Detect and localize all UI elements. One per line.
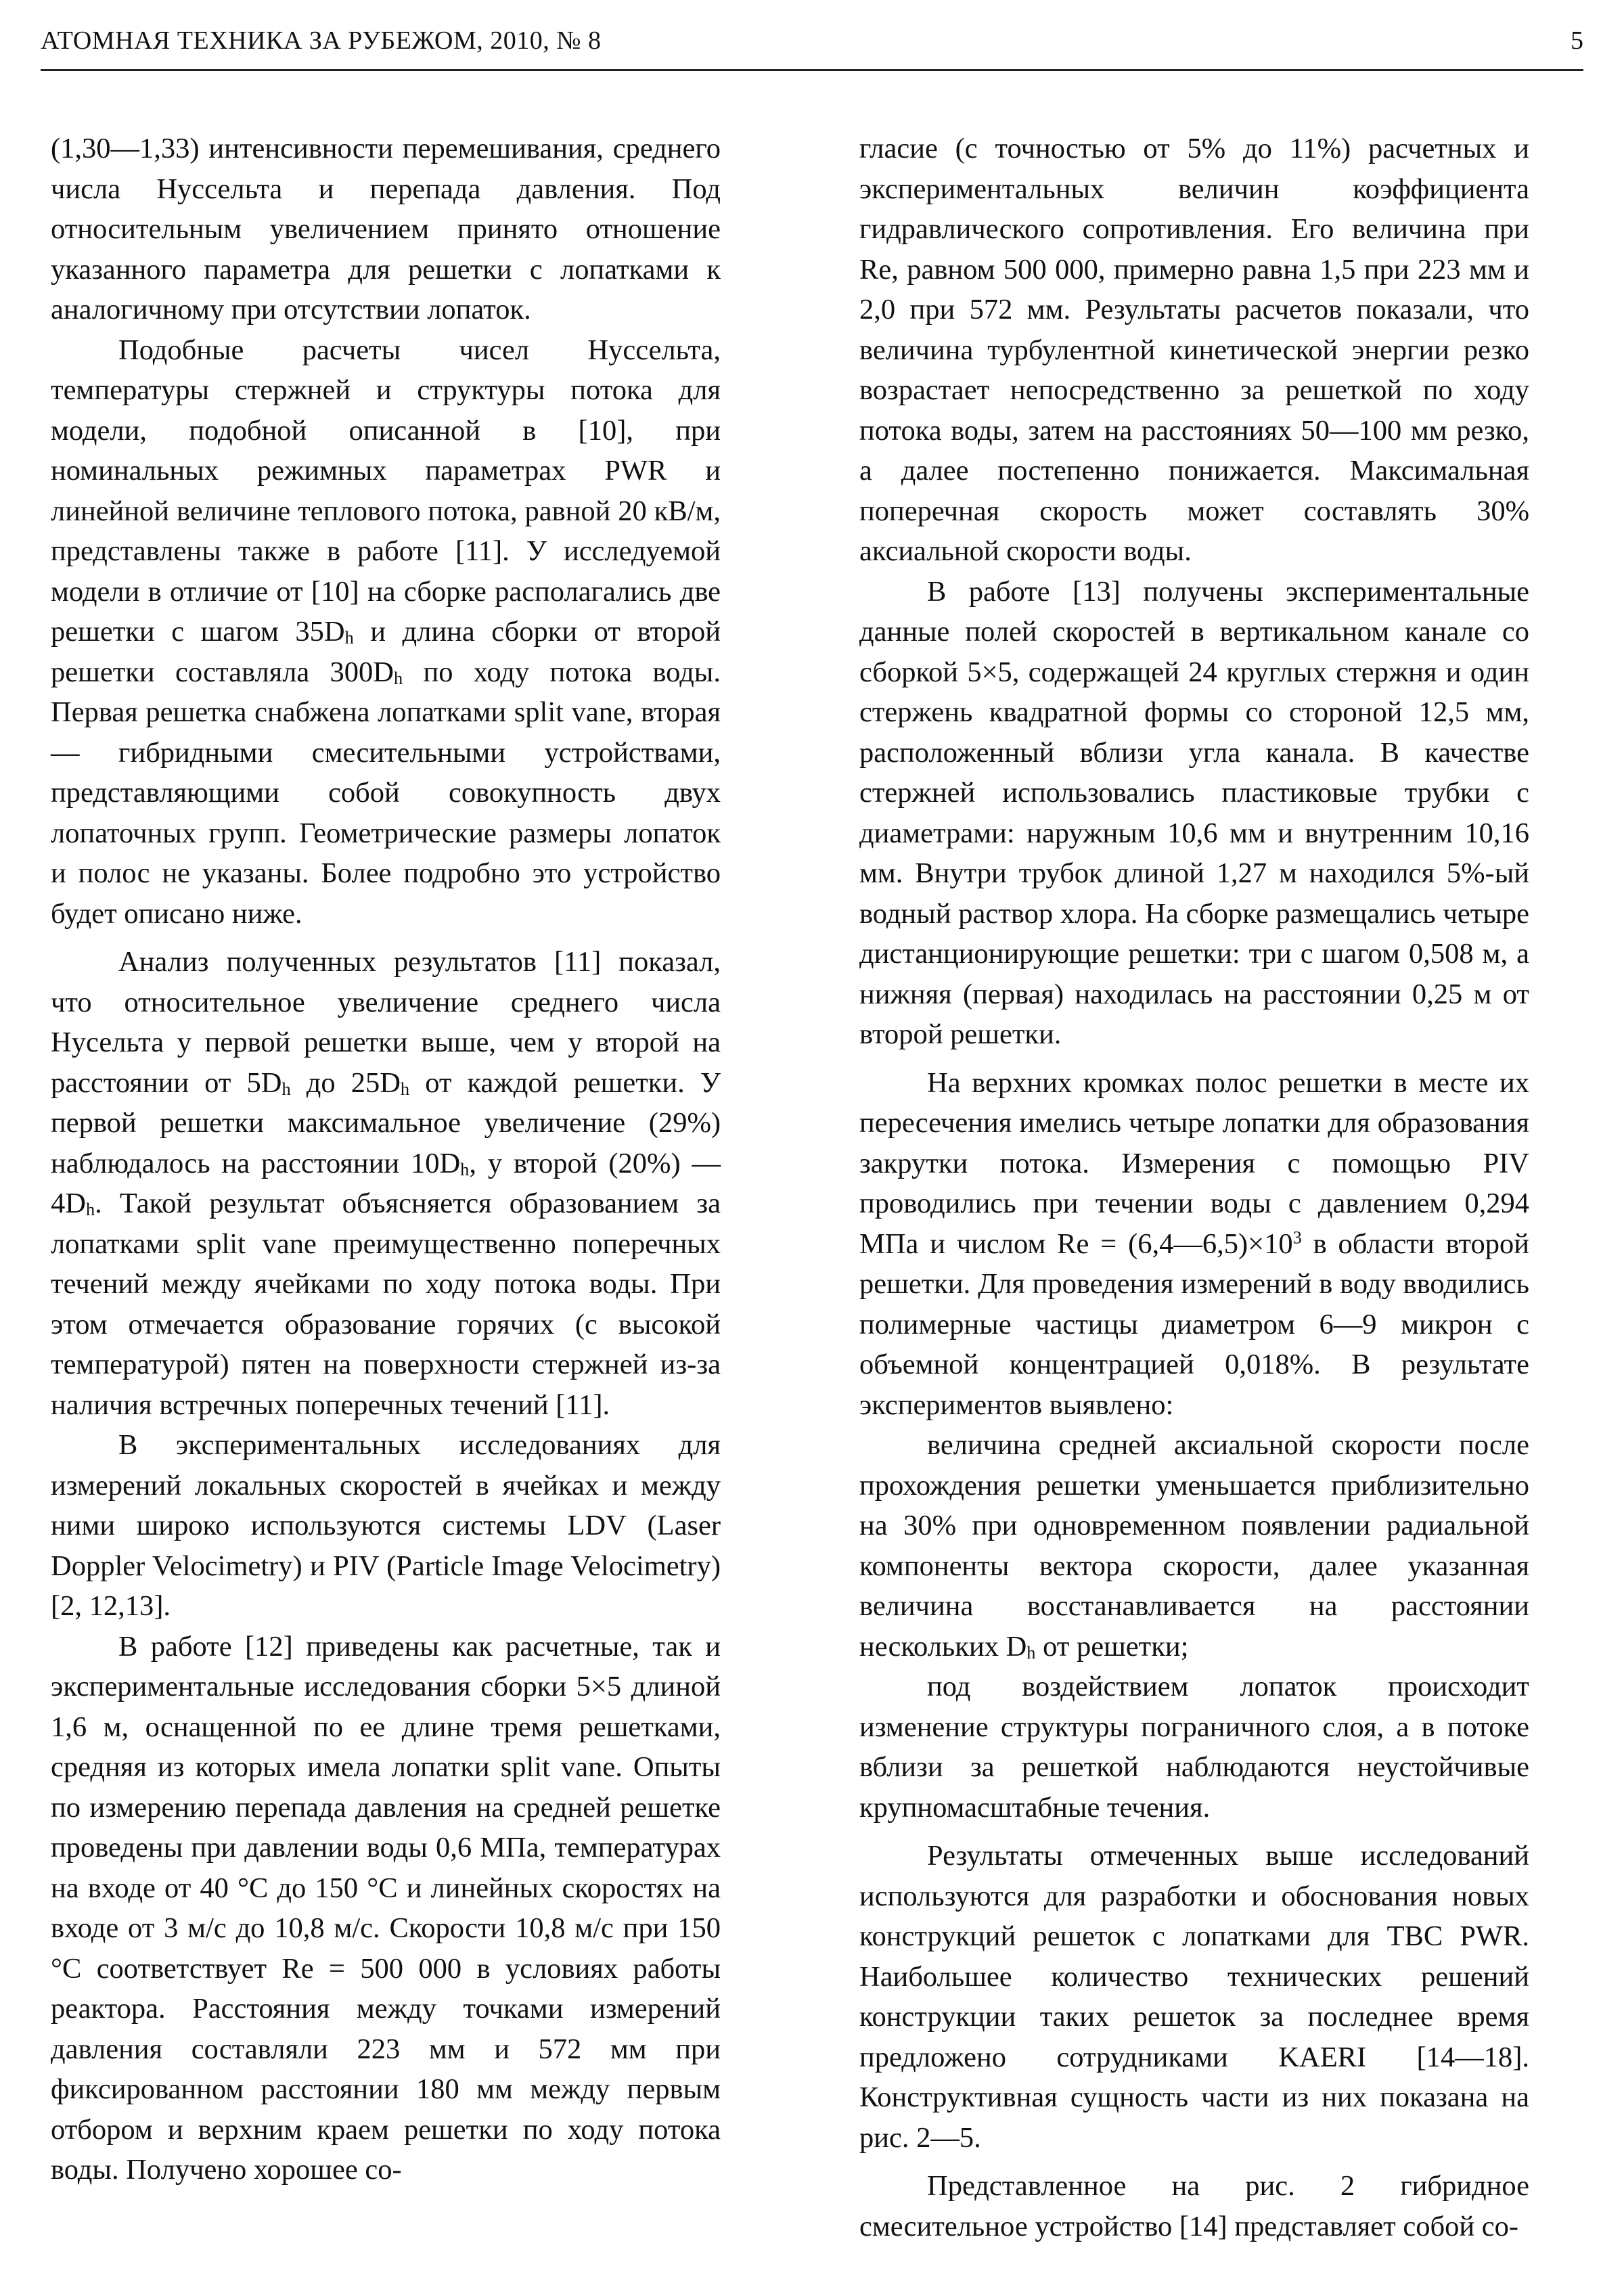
paragraph: В работе [12] приведены как расчетные, так и экспериментальные исследования сборки 5×5 длиной 1,6 м, оснащенной по ее длине тремя решетками, средняя из которых имела лопатки split vane. Опыты по измерению перепада давления на средней решетке проведены при давлении воды 0,6 МПа, температурах на входе от 40 °С до 150 °С и линейных скоростях на входе от 3 м/с до 10,8 м/с. Скорости 10,8 м/с при 150 °С соответствует Re = 500 000 в условиях работы реактора. Расстояния между точками измерений давления составляли 223 мм и 572 мм при фиксированном расстоянии 180 мм между первым отбором и верхним краем решетки по ходу потока воды. Получено хорошее со- xyxy=(51,1630,721,2186)
paragraph: Анализ полученных результатов [11] показал, что относительное увеличение среднего числа Нусельта у первой решетки выше, чем у второй на расстоянии от $5D_h$ до $25D_h$ от каждой решетки. У первой решетки максимальное увеличение (29%) наблюдалось на расстоянии $10D_h$, у второй (20%) — $4D_h$. Такой результат объясняется образованием за лопатками split vane преимущественно поперечных течений между ячейками по ходу потока воды. При этом отмечается образование горячих (с высокой температурой) пятен на поверхности стержней из-за наличия встречных поперечных течений [11]. xyxy=(51,946,721,1421)
left-column xyxy=(51,129,721,2190)
paragraph: (1,30—1,33) интенсивности перемешивания, среднего числа Нуссельта и перепада давления. Под относительным увеличением принято отношение указанного параметра для решетки с лопатками к аналогичному при отсутствии лопаток. xyxy=(51,133,721,325)
paragraph: В работе [13] получены экспериментальные данные полей скоростей в вертикальном канале со сборкой 5×5, содержащей 24 круглых стержня и один стержень квадратной формы со стороной 12,5 мм, расположенный вблизи угла канала. В качестве стержней использовались пластиковые трубки с диаметрами: наружным 10,6 мм и внутренним 10,16 мм. Внутри трубок длиной 1,27 м находился 5%-ый водный раствор хлора. На сборке размещались четыре дистанционирующие решетки: три с шагом 0,508 м, а нижняя (первая) находилась на расстоянии 0,25 м от второй решетки. xyxy=(859,575,1529,1050)
running-header xyxy=(41,26,1583,71)
page-number: 5 xyxy=(1571,26,1583,55)
right-column xyxy=(859,129,1529,2246)
paragraph: Результаты отмеченных выше исследований используются для разработки и обоснования новых конструкций решеток с лопатками для ТВС PWR. Наибольшее количество технических решений конструкции таких решеток за последнее время предложено сотрудниками KAERI [14—18]. Конструктивная сущность части из них показана на рис. 2—5. xyxy=(859,1840,1529,2154)
paragraph: гласие (с точностью от 5% до 11%) расчетных и экспериментальных величин коэффициента гидравлического сопротивления. Его величина при Re, равном 500 000, примерно равна 1,5 при 223 мм и 2,0 при 572 мм. Результаты расчетов показали, что величина турбулентной кинетической энергии резко возрастает непосредственно за решеткой по ходу потока воды, затем на расстояниях 50—100 мм резко, а далее постепенно понижается. Максимальная поперечная скорость может составлять 30% аксиальной скорости воды. xyxy=(859,133,1529,567)
paragraph: Подобные расчеты чисел Нуссельта, температуры стержней и структуры потока для модели, подобной описанной в [10], при номинальных режимных параметрах PWR и линейной величине теплового потока, равной 20 кВ/м, представлены также в работе [11]. У исследуемой модели в отличие от [10] на сборке располагались две решетки с шагом $35D_h$ и длина сборки от второй решетки составляла $300D_h$ по ходу потока воды. Первая решетка снабжена лопатками split vane, вторая — гибридными смесительными устройствами, представляющими собой совокупность двух лопаточных групп. Геометрические размеры лопаток и полос не указаны. Более подробно это устройство будет описано ниже. xyxy=(51,334,721,930)
list-item: под воздействием лопаток происходит изменение структуры пограничного слоя, а в потоке вблизи за решеткой наблюдаются неустойчивые крупномасштабные течения. xyxy=(859,1671,1529,1824)
paragraph: В экспериментальных исследованиях для измерений локальных скоростей в ячейках и между ними широко используются системы LDV (Laser Doppler Velocimetry) и PIV (Particle Image Velocimetry) [2, 12,13]. xyxy=(51,1429,721,1622)
list-item: величина средней аксиальной скорости после прохождения решетки уменьшается приблизительно на 30% при одновременном появлении радиальной компоненты вектора скорости, далее указанная величина восстанавливается на расстоянии нескольких $D_h$ от решетки; xyxy=(859,1429,1529,1663)
journal-title: АТОМНАЯ ТЕХНИКА ЗА РУБЕЖОМ, 2010, № 8 xyxy=(41,26,602,55)
paragraph: На верхних кромках полос решетки в месте их пересечения имелись четыре лопатки для образования закрутки потока. Измерения с помощью PIV проводились при течении воды с давлением 0,294 МПа и числом $Re = (6,4—6,5)\times 10^3$ в области второй решетки. Для проведения измерений в воду вводились полимерные частицы диаметром 6—9 микрон с объемной концентрацией 0,018%. В результате экспериментов выявлено: xyxy=(859,1066,1529,1421)
paragraph: Представленное на рис. 2 гибридное смесительное устройство [14] представляет собой со- xyxy=(859,2170,1529,2242)
